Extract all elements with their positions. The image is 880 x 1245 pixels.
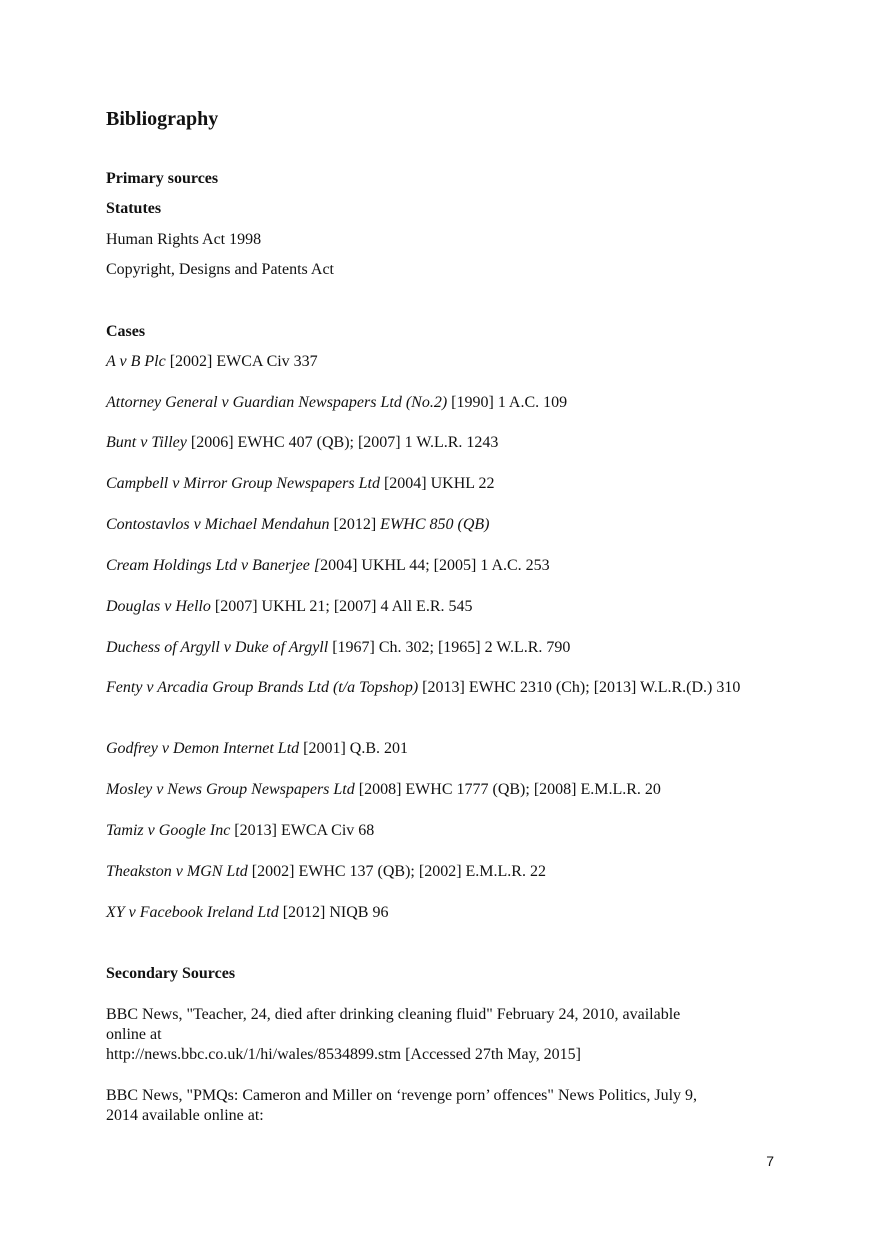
case-name: Tamiz v Google Inc — [106, 822, 231, 839]
case-name: Godfrey v Demon Internet Ltd — [106, 740, 300, 757]
case-citation: [2006] EWHC 407 (QB); [2007] 1 W.L.R. 1243 — [186, 434, 499, 451]
case-entry — [106, 433, 774, 453]
case-citation: [2013] EWHC 2310 (Ch); [2013] W.L.R.(D.) 310 — [418, 679, 741, 696]
case-name: A v B Plc — [106, 353, 166, 370]
cases-heading: Cases — [106, 323, 146, 340]
case-entry — [106, 821, 774, 841]
secondary-entry-line: BBC News, "PMQs: Cameron and Miller on ‘revenge porn’ offences" News Politics, July 9, — [106, 1087, 698, 1104]
case-citation: [2007] UKHL 21; [2007] 4 All E.R. 545 — [210, 598, 473, 615]
case-citation-italic: EWHC 850 (QB) — [380, 516, 490, 533]
statute-item: Human Rights Act 1998 — [106, 231, 262, 248]
case-name: Theakston v MGN Ltd — [106, 863, 248, 880]
case-entry — [106, 739, 774, 759]
case-entry — [106, 678, 774, 698]
case-name: Fenty v Arcadia Group Brands Ltd (t/a Topshop) — [106, 679, 419, 696]
case-entry — [106, 862, 774, 882]
case-citation: [2012] — [329, 516, 381, 533]
case-entry — [106, 393, 774, 413]
case-name: Duchess of Argyll v Duke of Argyll — [106, 639, 329, 656]
case-citation: 2004] UKHL 44; [2005] 1 A.C. 253 — [320, 557, 550, 574]
case-citation: [1967] Ch. 302; [1965] 2 W.L.R. 790 — [328, 639, 571, 656]
page-title: Bibliography — [106, 108, 219, 130]
case-name: Bunt v Tilley — [106, 434, 187, 451]
case-citation: [2001] Q.B. 201 — [299, 740, 409, 757]
case-citation: [2002] EWHC 137 (QB); [2002] E.M.L.R. 22 — [247, 863, 546, 880]
secondary-entry-line: online at — [106, 1026, 162, 1043]
secondary-sources-heading: Secondary Sources — [106, 965, 236, 982]
case-name: Mosley v News Group Newspapers Ltd — [106, 781, 355, 798]
secondary-entry-line: BBC News, "Teacher, 24, died after drinking cleaning fluid" February 24, 2010, available — [106, 1006, 681, 1023]
case-entry — [106, 780, 774, 800]
case-entry — [106, 597, 774, 617]
case-name: Contostavlos v Michael Mendahun — [106, 516, 330, 533]
secondary-entry-line: 2014 available online at: — [106, 1107, 264, 1124]
case-name: XY v Facebook Ireland Ltd — [106, 904, 279, 921]
statutes-heading: Statutes — [106, 200, 162, 217]
primary-sources-heading: Primary sources — [106, 170, 219, 187]
page-number: 7 — [766, 1153, 774, 1169]
case-citation: [2012] NIQB 96 — [278, 904, 389, 921]
case-entry — [106, 556, 774, 576]
statute-item: Copyright, Designs and Patents Act — [106, 261, 334, 278]
case-name: Campbell v Mirror Group Newspapers Ltd — [106, 475, 380, 492]
case-citation: [2002] EWCA Civ 337 — [165, 353, 318, 370]
secondary-entry-url: http://news.bbc.co.uk/1/hi/wales/8534899.stm [Accessed 27th May, 2015] — [106, 1046, 581, 1063]
case-name: Cream Holdings Ltd v Banerjee [ — [106, 557, 321, 574]
case-name: Douglas v Hello — [106, 598, 211, 615]
case-entry — [106, 515, 774, 535]
case-citation: [1990] 1 A.C. 109 — [447, 394, 568, 411]
case-entry — [106, 638, 774, 658]
case-entry — [106, 903, 774, 923]
case-citation: [2004] UKHL 22 — [379, 475, 495, 492]
case-name: Attorney General v Guardian Newspapers Ltd (No.2) — [106, 394, 448, 411]
case-entry — [106, 352, 774, 372]
case-citation: [2008] EWHC 1777 (QB); [2008] E.M.L.R. 20 — [354, 781, 661, 798]
case-citation: [2013] EWCA Civ 68 — [230, 822, 375, 839]
case-entry — [106, 474, 774, 494]
